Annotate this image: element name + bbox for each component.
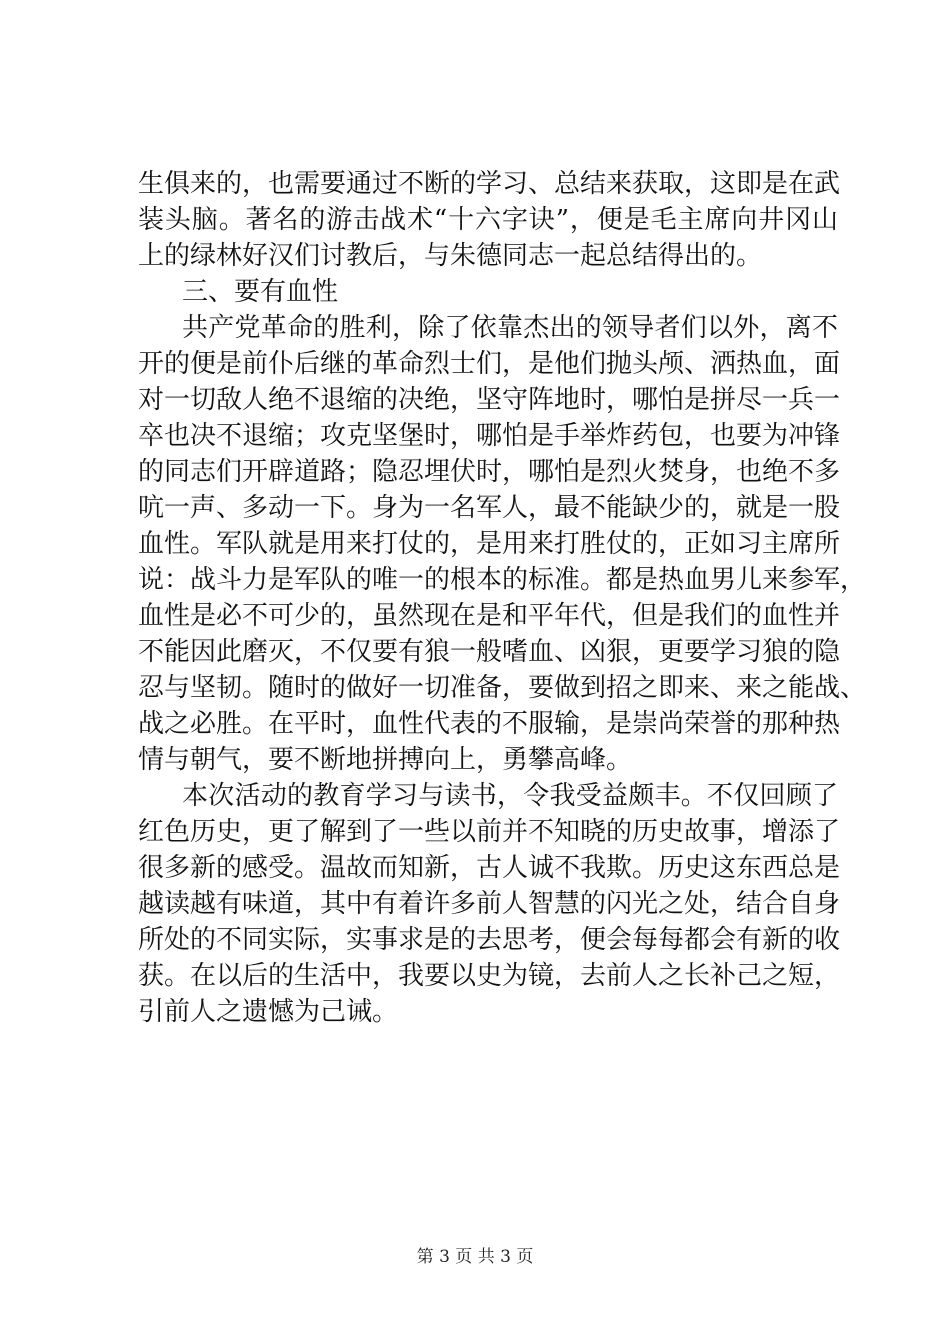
- text-line: 红色历史，更了解到了一些以前并不知晓的历史故事，增添了: [138, 817, 841, 847]
- text-line: 共产党革命的胜利，除了依靠杰出的领导者们以外，离不: [182, 313, 838, 343]
- text-line: 不能因此磨灭，不仅要有狼一般嗜血、凶狠，更要学习狼的隐: [138, 637, 841, 667]
- text-line: 上的绿林好汉们讨教后，与朱德同志一起总结得出的。: [138, 241, 763, 271]
- text-line: 血性是必不可少的，虽然现在是和平年代，但是我们的血性并: [138, 601, 841, 631]
- page-footer: [0, 1242, 950, 1267]
- text-line: 卒也决不退缩；攻克坚堡时，哪怕是手举炸药包，也要为冲锋: [138, 421, 841, 451]
- page-number: 第 3 页 共 3 页: [416, 1247, 534, 1267]
- text-line: 所处的不同实际，实事求是的去思考，便会每每都会有新的收: [138, 925, 841, 955]
- section-heading-text: 三、要有血性: [182, 277, 339, 307]
- text-line: 越读越有味道，其中有着许多前人智慧的闪光之处，结合自身: [138, 889, 841, 919]
- text-line: 对一切敌人绝不退缩的决绝，坚守阵地时，哪怕是拼尽一兵一: [138, 385, 841, 415]
- text-line: 吭一声、多动一下。身为一名军人，最不能缺少的，就是一股: [138, 493, 841, 523]
- paragraph-continuation: [138, 166, 841, 274]
- document-body: [138, 166, 867, 1030]
- text-line: 引前人之遗憾为己诫。: [138, 997, 399, 1027]
- text-line: 说：战斗力是军队的唯一的根本的标准。都是热血男儿来参军，: [138, 565, 867, 595]
- paragraph-bloodedness: [138, 310, 867, 778]
- text-line: 装头脑。著名的游击战术“十六字诀”，便是毛主席向井冈山: [138, 205, 838, 235]
- paragraph-conclusion: [138, 778, 841, 1030]
- text-line: 获。在以后的生活中，我要以史为镜，去前人之长补己之短，: [138, 961, 841, 991]
- text-line: 血性。军队就是用来打仗的，是用来打胜仗的，正如习主席所: [138, 529, 841, 559]
- text-line: 很多新的感受。温故而知新，古人诚不我欺。历史这东西总是: [138, 853, 841, 883]
- text-line: 战之必胜。在平时，血性代表的不服输，是崇尚荣誉的那种热: [138, 709, 841, 739]
- section-heading: [138, 274, 838, 310]
- text-line: 本次活动的教育学习与读书，令我受益颇丰。不仅回顾了: [182, 781, 838, 811]
- text-line: 生俱来的，也需要通过不断的学习、总结来获取，这即是在武: [138, 169, 841, 199]
- text-line: 的同志们开辟道路；隐忍埋伏时，哪怕是烈火焚身，也绝不多: [138, 457, 841, 487]
- text-line: 忍与坚韧。随时的做好一切准备，要做到招之即来、来之能战、: [138, 673, 867, 703]
- text-line: 情与朝气，要不断地拼搏向上，勇攀高峰。: [138, 745, 633, 775]
- text-line: 开的便是前仆后继的革命烈士们，是他们抛头颅、洒热血，面: [138, 349, 841, 379]
